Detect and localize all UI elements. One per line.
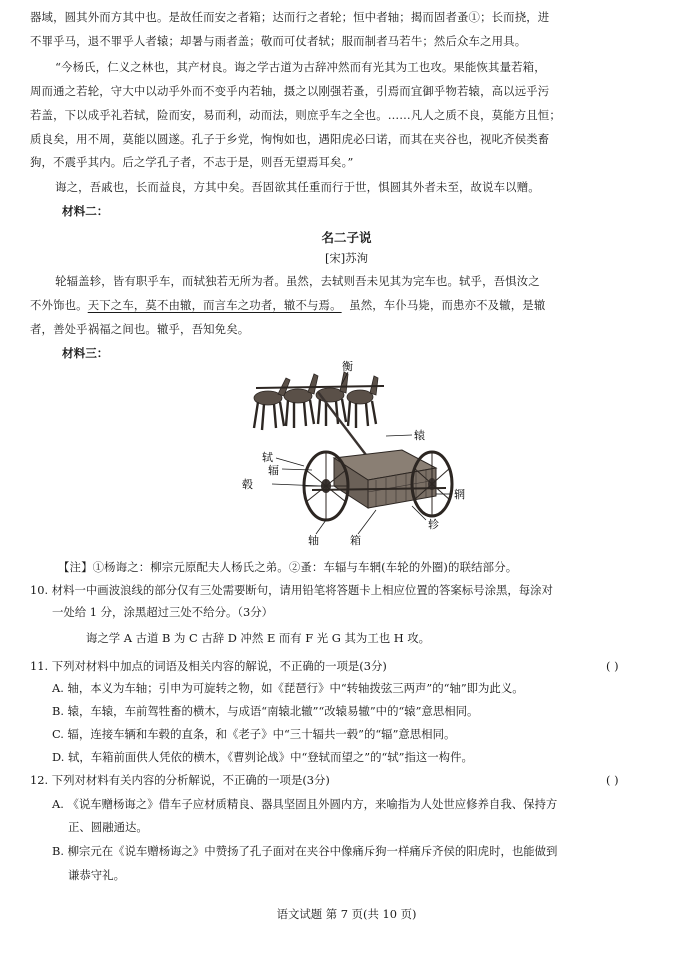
passage1-paragraph3: 诲之，吾戚也，长而益良，方其中矣。吾固欲其任重而行于世，惧圆其外者未至，故说车以赠。 (55, 180, 540, 194)
passage1-paragraph1 (30, 6, 663, 54)
q12-answer-bracket[interactable]: ( ) (606, 773, 619, 787)
q11-option-a: A. 轴，本义为车轴；引申为可旋转之物，如《琵琶行》中“转轴拨弦三两声”的“轴”即为此义。 (52, 681, 524, 695)
label-heng: 衡 (342, 360, 353, 373)
label-xiang: 箱 (350, 534, 361, 546)
yoke-bar (256, 386, 384, 388)
page-footer: 语文试题 第 7 页(共 10 页) (276, 907, 417, 921)
q10-options-line: 诲之学 A 古道 B 为 C 古辞 D 冲然 E 而有 F 光 G 其为工也 H 攻。 (86, 631, 431, 645)
underlined-sentence: 天下之车，莫不由辙，而言车之功者，辙不与焉。 (87, 298, 342, 312)
text-line: 不罪乎马，退不罪乎人者辕；却暑与雨者盖；敬而可仗者轼；服而制者马若牛；然后众车之用具。 (30, 33, 527, 48)
label-gu: 毂 (242, 478, 253, 491)
text-line: 狗，不震乎其内。后之学孔子者，不志于是，则吾无望焉耳矣。” (30, 155, 354, 170)
q11-option-c: C. 辐，连接车辆和车毂的直条，和《老子》中“三十辐共一毂”的“辐”意思相同。 (52, 727, 456, 741)
horse-team (254, 372, 378, 430)
question-11-stem: 11. 下列对材料中加点的词语及相关内容的解说，不正确的一项是(3分) (30, 659, 387, 673)
label-wang: 辋 (454, 488, 465, 501)
passage2-line2: 不外饰也。天下之车，莫不由辙，而言车之功者，辙不与焉。 虽然，车仆马毙，而患亦不及辙，是辙 (30, 298, 546, 312)
label-fu: 辐 (268, 464, 279, 477)
q10-line1: 10. 材料一中画波浪线的部分仅有三处需要断句，请用铅笔将答题卡上相应位置的答案标号涂黑，每涂对 (30, 583, 553, 597)
footnote: 【注】①杨诲之：柳宗元原配夫人杨氏之弟。②蚤：车辐与车辋(车轮的外圈)的联结部分。 (58, 560, 518, 574)
q11-option-d: D. 轼，车箱前面供人凭依的横木，《曹刿论战》中“登轼而望之”的“轼”指这一构件。 (52, 750, 473, 764)
material3-heading: 材料三： (62, 346, 109, 360)
q11-option-b: B. 辕，车辕，车前驾牲畜的横木，与成语“南辕北辙”“改辕易辙”中的“辕”意思相同。 (52, 704, 479, 718)
wheel-left (304, 452, 348, 520)
text-line: 器域，圆其外而方其中也。是故任而安之者箱；达而行之者轮；恒中者轴；揭而固者蚤①；长而挠，进 (30, 10, 550, 24)
text-line: 若盖，下以成乎礼若轼，险而安，易而利，动而法，则庶乎车之全也。……凡人之质不良，莫能方且恒； (30, 107, 561, 122)
question-10 (30, 579, 670, 601)
poem-author: [宋]苏洵 (324, 251, 369, 265)
label-yuan: 辕 (414, 429, 425, 442)
q10-line2: 一处给 1 分，涂黑超过三处不给分。（3分） (52, 605, 274, 619)
text-line: “今杨氏，仁义之林也，其产材良。诲之学古道为古辞冲然而有光其为工也攻。果能恢其量若箱， (55, 60, 546, 74)
passage1-paragraph2 (30, 56, 663, 80)
text-line: 质良矣，用不周，莫能以圆遂。孔子于乡党，恂恂如也，遇阳虎必曰诺，而其在夹谷也，视叱齐侯类畜 (30, 131, 550, 146)
passage2-line1: 轮辐盖轸，皆有职乎车，而轼独若无所为者。虽然，去轼则吾未见其为完车也。轼乎，吾惧汝之 (55, 274, 540, 288)
poem-title: 名二子说 (321, 230, 372, 245)
chariot-diagram (226, 358, 470, 546)
q12-option-b-line2: 谦恭守礼。 (68, 868, 125, 882)
label-zhen: 轸 (428, 518, 439, 531)
q12-option-a-line2: 正、圆融通达。 (68, 820, 148, 834)
q12-option-a-line1: A. 《说车赠杨诲之》借车子应材质精良、器具坚固且外圆内方，来喻指为人处世应修养自我、保持方 (52, 797, 558, 811)
passage2-line3: 者，善处乎祸福之间也。辙乎，吾知免矣。 (30, 322, 250, 336)
text-line: 周而通之若轮，守大中以动乎外而不变乎内若轴，摄之以刚强若蚤，引焉而宜御乎物若辕，高以远乎污 (30, 84, 550, 98)
label-shi: 轼 (262, 451, 273, 464)
material2-heading: 材料二： (62, 204, 109, 218)
passage1-paragraph2-cont (30, 80, 663, 175)
q12-option-b-line1: B. 柳宗元在《说车赠杨诲之》中赞扬了孔子面对在夹谷中像痛斥狗一样痛斥齐侯的阳虎时，也能做到 (52, 844, 558, 858)
label-zhou: 轴 (308, 534, 319, 546)
q11-answer-bracket[interactable]: ( ) (606, 659, 619, 673)
question-12-stem: 12. 下列对材料有关内容的分析解说，不正确的一项是(3分) (30, 773, 330, 787)
